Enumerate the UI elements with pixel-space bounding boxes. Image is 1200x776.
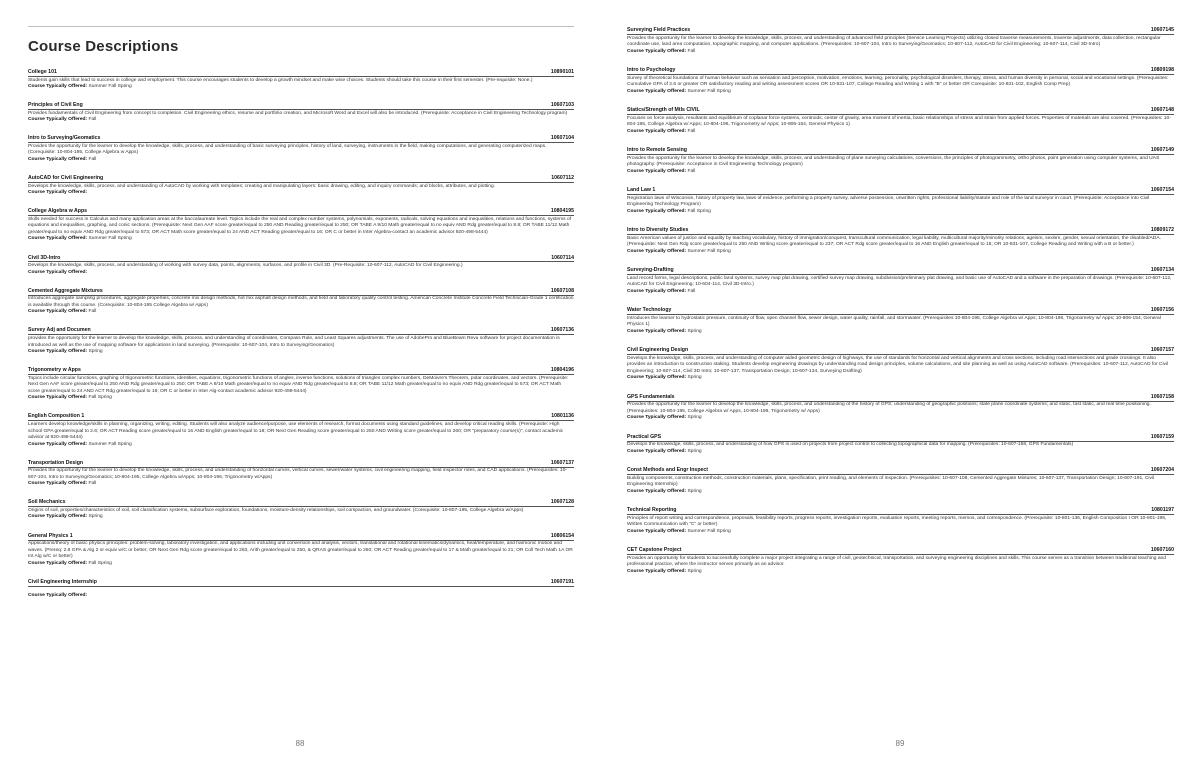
course-header: [627, 27, 1174, 35]
offered-terms: Fall: [88, 117, 97, 123]
course-title: Const Methods and Engr Inspect: [627, 467, 708, 474]
course-title: Civil 3D-Intro: [28, 254, 61, 261]
course-description: Origins of soil, properties/characteristics of soil, soil classification systems, subsurface exploration, foundations, moisture-density relationships, soil compaction, and groundwater. (Corequisite: 10-807-195, College Algebra w/Apps): [28, 507, 524, 513]
offered-label: Course Typically Offered:: [28, 190, 88, 196]
course-code: 10809198: [1150, 67, 1174, 74]
course-entry: [627, 147, 1174, 175]
course-entry: [627, 267, 1174, 295]
course-header: [28, 175, 574, 183]
course-description: Develops the knowledge, skills, process, and understanding of how GPS is used on projects from project control to collecting topographical data for mapping. (Prerequisites: 10-607-158, GPS Fundamentals): [627, 442, 1074, 448]
course-entry: [28, 255, 574, 277]
course-header: [28, 499, 574, 507]
offered-terms: Summer Fall Spring: [88, 441, 132, 447]
course-title: Civil Engineering Design: [627, 347, 689, 354]
offered-label: Course Typically Offered:: [627, 568, 687, 574]
course-entry: [28, 367, 574, 402]
offered-terms: Spring: [687, 375, 702, 381]
course-code: 10607191: [550, 578, 574, 585]
course-header: [627, 394, 1174, 402]
course-header: [28, 69, 574, 77]
course-header: [627, 547, 1174, 555]
offered-terms: Fall: [687, 168, 696, 174]
course-offered: [627, 249, 1174, 256]
page-number-right: 89: [895, 739, 905, 748]
course-description: Focuses on force analysis, resultants and equilibrium of coplanar force systems, centroids, center of gravity, area moment of inertia, basic relationships of stress and strain from applied forces. Properties of materials are also covered. (Prerequisites: 10-804-195, College Algebra w/ Apps; 10-804-196, Trigonometry w/ Apps; 10-806-154, General Physics 1): [627, 115, 1171, 128]
course-title: Water Technology: [627, 307, 672, 314]
offered-terms: Fall Spring: [88, 395, 112, 401]
course-entry: [28, 175, 574, 197]
course-title: General Physics 1: [28, 532, 73, 539]
course-offered: [627, 569, 1174, 576]
offered-terms: Summer Fall Spring: [687, 248, 731, 254]
course-header: [627, 507, 1174, 515]
course-header: [627, 347, 1174, 355]
course-offered: [28, 270, 574, 277]
course-offered: [28, 309, 574, 316]
course-entry: [627, 467, 1174, 495]
course-title: Intro to Surveying/Geomatics: [28, 135, 101, 142]
course-header: [627, 267, 1174, 275]
course-offered: [28, 84, 574, 91]
course-header: [28, 288, 574, 296]
offered-terms: Spring: [687, 488, 702, 494]
course-code: 10607114: [551, 254, 574, 261]
course-description: Basic American values of justice and equality by teaching vocabulary, history of immigration/conquest, transcultural communication, legal liability, multicultural majority/minority relations, ageism, sexism, gender, sexual orientation, the disabled/ADA. (Prerequisite: Next Gen Rdg score greater/equal to 250 AND Writing score greater/equal to 237; OR ACT Rdg score greater/equal to 16 AND English greater/equal to 15; OR 10-831-107, College Reading and Writing with a B or better.): [627, 235, 1161, 248]
course-offered: [28, 349, 574, 356]
course-offered: [627, 449, 1174, 456]
offered-label: Course Typically Offered:: [28, 441, 88, 447]
offered-label: Course Typically Offered:: [627, 415, 687, 421]
course-title: Practical GPS: [627, 433, 662, 440]
offered-label: Course Typically Offered:: [627, 528, 687, 534]
course-code: 10607157: [1150, 347, 1174, 354]
course-header: [627, 107, 1174, 115]
offered-label: Course Typically Offered:: [28, 349, 88, 355]
offered-label: Course Typically Offered:: [28, 117, 88, 123]
course-entry: [28, 135, 574, 163]
course-entry: [28, 499, 574, 521]
offered-label: Course Typically Offered:: [627, 168, 687, 174]
course-description: Applications/theory of basic physics principles: problem-solving, laboratory investigation, and applications including unit conversion and analysis, vectors, translational and rotational kinematics/dynamics, heat/temperature, and harmonic motion and waves. (Prereq: 2.6 GPA & Alg 2 or equiv w/C or better; OR Next Gen Rdg score greater/equal to 263, Arith greater/equal to 250, & QRAS greater/equal to 250; OR ACT Reading greater/equal to 17 & Math greater/equal to 21; OR Coll Tech Math 1A OR Int Alg w/C or better): [28, 541, 573, 560]
course-description: Provides the opportunity for the learner to develop the knowledge, skills, process, and understanding of advanced field principles (Service Learning Projects) utilizing closed traverse measurements, traverse adjustments, data collection, rectangular coordinate use, land area computation, topographic mapping, and computer applications. (Prerequisites: 10-607-104, Intro to Surveying/Geomatics; 10-607-112, AutoCAD for Civil Engineering; 10-607-114, Civil 3D-Intro): [627, 35, 1161, 48]
course-entry: [627, 434, 1174, 456]
page-number-left: 88: [295, 739, 305, 748]
course-entry: [627, 187, 1174, 215]
course-entry: [627, 547, 1174, 575]
course-code: 10607137: [550, 459, 574, 466]
offered-label: Course Typically Offered:: [627, 208, 687, 214]
course-title: Civil Engineering Internship: [28, 578, 97, 585]
course-code: 10804195: [550, 208, 574, 215]
course-code: 10607136: [550, 327, 574, 334]
offered-terms: Summer Fall Spring: [687, 528, 731, 534]
course-entry: [28, 208, 574, 243]
course-title: CET Capstone Project: [627, 547, 682, 554]
course-description: Registration laws of Wisconsin, history of property law, laws of evidence, performing a property survey, adverse possession, unwritten rights, professional liability/statute and role of the land surveyor in court. (Prerequisite: Acceptance into Civil Engineering Technology Program): [627, 195, 1150, 208]
course-description: Introduces the learner to hydrostatic pressure, continuity of flow, open channel flow, sewer design, water quality, rainfall, and stormwater. (Prerequisites 10-804-195, College Algebra w/ Apps; 10-804-196, Trigonometry w/ Apps; 10-806-154, General Physics 1): [627, 315, 1161, 328]
offered-label: Course Typically Offered:: [28, 84, 88, 90]
course-offered: [28, 236, 574, 243]
course-code: 10607204: [1150, 467, 1174, 474]
course-code: 10607158: [1150, 393, 1174, 400]
course-offered: [627, 169, 1174, 176]
course-title: Intro to Diversity Studies: [627, 227, 689, 234]
course-title: Technical Reporting: [627, 507, 677, 514]
course-code: 10607148: [1150, 107, 1174, 114]
offered-terms: Fall: [88, 481, 97, 487]
course-title: College Algebra w Apps: [28, 208, 87, 215]
course-offered: [28, 190, 574, 197]
course-header: [627, 187, 1174, 195]
offered-terms: Spring: [687, 415, 702, 421]
page-title: Course Descriptions: [28, 38, 179, 55]
course-offered: [28, 481, 574, 488]
top-rule: [28, 26, 574, 27]
course-title: Surveying Field Practices: [627, 27, 691, 33]
course-code: 10607156: [1150, 307, 1174, 314]
course-code: 10607103: [550, 102, 574, 109]
course-header: [28, 255, 574, 263]
course-code: 10607149: [1150, 147, 1174, 154]
course-description: Land record forms, legal descriptions, public land systems, survey map plat drawing, certified survey map drawing, subdivision/preliminary plat drawing, and basic use of AutoCAD and a software in the preparation of drawings. (Prerequisite: 10-607-112, AutoCAD for Civil Engineering; 10-604-114, Civil 3D-Intro.): [627, 275, 1172, 288]
course-code: 10607134: [1150, 267, 1174, 274]
course-code: 10607154: [1150, 187, 1174, 194]
course-code: 10801197: [1151, 507, 1174, 514]
offered-terms: Fall Spring: [88, 560, 112, 566]
offered-label: Course Typically Offered:: [627, 128, 687, 134]
course-entry: [28, 579, 574, 600]
course-offered: [28, 442, 574, 449]
offered-label: Course Typically Offered:: [28, 592, 88, 598]
course-description: Develops the knowledge, skills, process, and understanding of computer aided geometric design of highways, the use of standards for horizontal and vertical alignments and cross sections, including road intersections and grade crossings. It also provides an introduction to construction staking. Students develop engineering drawings by understanding road design principles, volume calculations, and site planning as well as using AutoCAD software. (Prerequisites: 10-607-112, AutoCAD for Civil Engineering; 10-607-114, Civil 3D Intro; 10-607-137, Transportation Design; 10-607-134, Surveying Drafting): [627, 355, 1169, 374]
offered-label: Course Typically Offered:: [28, 309, 88, 315]
course-offered: [28, 593, 574, 600]
course-code: 10607160: [1150, 547, 1174, 554]
course-entry: [627, 347, 1174, 382]
offered-label: Course Typically Offered:: [28, 157, 88, 163]
course-header: [28, 413, 574, 421]
course-offered: [627, 415, 1174, 422]
course-code: 10801136: [551, 413, 574, 420]
course-description: Provides the opportunity for the learner to develop the knowledge, skills, process, and understanding of the history of GPS; understanding of geographic positions; state plane coordinate systems; and static, fast static, and real time positioning. (Prerequisites: 10-804-195, College Algebra w/ Apps, 10-804-196, Trigonometry w/ Apps): [627, 402, 1151, 414]
course-offered: [627, 375, 1174, 382]
course-header: [627, 307, 1174, 315]
offered-terms: Fall: [687, 128, 696, 134]
course-code: 10607159: [1150, 433, 1174, 440]
course-entry: [627, 27, 1174, 55]
course-description: Skills needed for success in Calculus and many application areas at the baccalaureate level. Topics include the real and complex number systems, polynomials, exponents, radicals, solving equations and inequalities, relations and functions, systems of equations and inequalities, graphing, and conic sections. (Prerequisite: Next Gen AAF score greater/equal to 250 AND Reading greater/equal to 250; OR TABE A 9/10 Math greater/equal to no equiv AND Rdg greater/equal to 8.8; OR TABE 11/12 Math greater/equal to no equiv AND Rdg greater/equal to 573; OR ACT Math score greater/equal to 24 AND ACT Reading greater/equal to 16; OR C or better in Inter Algebra-contact an academic advisor 920-498-5444): [28, 216, 572, 235]
course-entry: [28, 327, 574, 355]
course-offered: [627, 209, 1174, 216]
course-entry: [28, 533, 574, 568]
course-code: 10804196: [550, 367, 574, 374]
course-code: 10607145: [1150, 27, 1174, 33]
course-header: [28, 102, 574, 110]
course-header: [28, 367, 574, 375]
course-title: Intro to Remote Sensing: [627, 147, 687, 154]
offered-label: Course Typically Offered:: [627, 288, 687, 294]
offered-label: Course Typically Offered:: [28, 236, 88, 242]
course-title: Statics/Strength of Mtls CIVIL: [627, 107, 700, 114]
course-description: Develops the knowledge, skills, process, and understanding of working with survey data, points, alignments, surfaces, and profile in Civil 3D. (Pre-Requisite: 10-607-112, AutoCAD for Civil Engineering.): [28, 263, 463, 269]
course-offered: [627, 489, 1174, 496]
course-title: Surveying-Drafting: [627, 267, 674, 274]
course-offered: [28, 117, 574, 124]
course-entry: [28, 102, 574, 124]
course-code: 10607108: [550, 287, 574, 294]
course-offered: [28, 514, 574, 521]
offered-terms: Spring: [687, 448, 702, 454]
course-description: Building components, construction methods, construction materials, plans, specification, print reading, and elements of inspection. (Prerequisites: 10-607-108, Cemented Aggregate Mixtures; 10-607-137, Transportation Design; 10-607-191, Civil Engineering Internship): [627, 475, 1155, 488]
course-title: College 101: [28, 69, 57, 75]
offered-label: Course Typically Offered:: [627, 375, 687, 381]
course-header: [627, 67, 1174, 75]
course-code: 10809172: [1150, 227, 1174, 234]
offered-terms: Spring: [687, 328, 702, 334]
course-header: [627, 147, 1174, 155]
course-header: [28, 208, 574, 216]
course-description: provides the opportunity for the learner to develop the knowledge, skills, process, and understanding of coordinates, Compass Rule, and Least Squares adjustments. The use of AdobePro and BlueBeam Revu software for project documentation is introduced as well as the use of mapping software for applications in land surveying. (Prerequisite: 10-607-104, Intro to Surveying/Geomatics): [28, 335, 560, 348]
course-title: Intro to Psychology: [627, 67, 676, 74]
offered-terms: Spring: [687, 568, 702, 574]
course-title: Land Law 1: [627, 187, 656, 194]
offered-label: Course Typically Offered:: [28, 269, 88, 275]
course-offered: [627, 329, 1174, 336]
offered-terms: Fall: [687, 48, 696, 54]
course-code: 10890101: [550, 69, 574, 75]
offered-label: Course Typically Offered:: [627, 48, 687, 54]
course-description: Topics include circular functions, graphing of trigonometric functions, identities, equations, trigonometric functions of angles, inverse functions, solutions of triangles complex numbers, DeMoivre's Theorem, polar coordinates, and vectors. (Prerequisite: Next Gen AAF score greater/equal to 250 AND Rdg greater/equal to 250; OR TABE A 9/10 Math greater/equal to no equiv AND Rdg greater/equal to 8.8; OR TABE 11/12 Math greater/equal to no equiv AND Rdg greater/equal to 573; OR ACT Math score greater/equal to 24 AND ACT Rdg greater/equal to 16; OR C or better in Inter Alg-contact academic advisor 920-498-5444): [28, 375, 569, 394]
offered-terms: Fall: [687, 288, 696, 294]
offered-terms: Summer Fall Spring: [687, 88, 731, 94]
offered-label: Course Typically Offered:: [627, 448, 687, 454]
course-list-right: [627, 27, 1174, 575]
course-entry: [28, 413, 574, 448]
course-offered: [627, 129, 1174, 136]
course-offered: [627, 529, 1174, 536]
course-offered: [28, 561, 574, 568]
course-entry: [627, 394, 1174, 422]
course-description: Provides fundamentals of Civil Engineering from concept to completion. Civil Engineering ethics, resume and portfolio creation, and Microsoft Word and Excel will also be introduced. (Prerequisite: Acceptance in Civil Engineering Technology program): [28, 110, 568, 116]
course-header: [28, 579, 574, 587]
course-offered: [627, 289, 1174, 296]
course-code: 10607112: [551, 175, 574, 182]
course-entry: [28, 288, 574, 316]
right-page: [600, 0, 1200, 776]
course-description: Develops the knowledge, skills, process, and understanding of AutoCAD by working with templates; creating and manipulating layers; basic drawing, editing, and inquiry commands; and blocks, attributes, and plotting.: [28, 183, 496, 189]
course-description: Provides the opportunity for the learner to develop the knowledge, skills, process, and understanding of plane surveying calculations, conversions, the principles of photogrammetry, ortho photos, point generation using computer systems, and UAS photography. (Prerequisite: Acceptance in Civil Engineering Technology program): [627, 155, 1160, 168]
offered-label: Course Typically Offered:: [627, 488, 687, 494]
course-description: Learners develop knowledge/skills in planning, organizing, writing, editing. Students will also analyze audience/purpose, use elements of research, format documents using standard guidelines, and develop critical reading skills. (Prerequisite: High school GPA greater/equal to 2.6; OR ACT Reading score greater/equal to 16 AND English greater/equal to 18; OR Next Gen Reading score greater/equal to 250 AND Writing score greater/equal to 260; OR "preparatory course(s)", contact academic advisor at 920-498-5444): [28, 421, 564, 441]
course-title: AutoCAD for Civil Engineering: [28, 175, 104, 182]
course-header: [28, 327, 574, 335]
course-title: Principles of Civil Eng: [28, 102, 83, 109]
offered-terms: Summer Fall Spring: [88, 84, 132, 90]
offered-label: Course Typically Offered:: [627, 248, 687, 254]
course-code: 10607128: [550, 499, 574, 506]
course-header: [28, 135, 574, 143]
offered-label: Course Typically Offered:: [28, 560, 88, 566]
offered-terms: Fall Spring: [687, 208, 711, 214]
course-code: 10806154: [550, 532, 574, 539]
course-title: GPS Fundamentals: [627, 393, 675, 400]
course-entry: [627, 507, 1174, 535]
course-title: Soil Mechanics: [28, 499, 66, 506]
course-entry: [627, 67, 1174, 95]
course-description: Principles of report writing and correspondence, proposals, feasibility reports, progress reports, investigation reports, evaluation reports, meeting reports, memos, and correspondence. (Prerequisite: 10-801-136, English Composition I OR 10-801-195, Written Communication with "C" or better): [627, 515, 1167, 528]
course-offered: [28, 157, 574, 164]
offered-terms: Spring: [88, 349, 103, 355]
offered-terms: Summer Fall Spring: [88, 236, 132, 242]
course-offered: [28, 395, 574, 402]
course-description: Introduces aggregate sampling procedures, aggregate properties, concrete mix design methods, hot mix asphalt design methods, and field and laboratory quality control testing. American Concrete Institute Concrete Field Technician-Grade 1 certification is available through this course. (Corequisite: 10-804-195 College Algebra w/ Apps): [28, 296, 574, 308]
course-title: Transportation Design: [28, 459, 84, 466]
course-description: Survey of theoretical foundations of human behavior such as sensation and perception, motivation, emotions, learning, personality, psychological disorders, therapy, stress, and human diversity in personal, social and vocational settings. (Prerequisites: Cumulative GPA of 2.6 or greater OR satisfactory reading and writing assessment scores OR 10-831-107, College Reading and Writing 1 with "B" or better OR Corequisite: 10-831-102, English Comp Prep): [627, 75, 1169, 88]
course-title: Survey Adj and Documen: [28, 327, 91, 334]
course-header: [627, 227, 1174, 235]
course-code: 10607104: [550, 135, 574, 142]
course-entry: [627, 107, 1174, 135]
course-description: Provides the opportunity for the learner to develop the knowledge, skills, process, and understanding of basic surveying principles, history of land, surveying, instruments in the field, making computations, and generating computerized maps. (Corequisite: 10-804-195, College Algebra w Apps): [28, 143, 547, 156]
course-entry: [627, 307, 1174, 335]
offered-terms: Fall: [88, 309, 97, 315]
offered-terms: Spring: [88, 514, 103, 520]
offered-label: Course Typically Offered:: [28, 395, 88, 401]
course-entry: [627, 227, 1174, 255]
course-offered: [627, 89, 1174, 96]
course-description: Provides an opportunity for students to successfully complete a major project integrating a range of civil, geotechnical, transportation, and surveying engineering disciplines and skills. This course serves as a transition between traditional teaching and professional practice, where the instructor serves primarily as an advisor.: [627, 555, 1166, 568]
course-entry: [28, 69, 574, 91]
offered-terms: Fall: [88, 157, 97, 163]
course-header: [28, 460, 574, 468]
course-title: Trigonometry w Apps: [28, 367, 81, 374]
course-header: [627, 434, 1174, 442]
offered-label: Course Typically Offered:: [627, 88, 687, 94]
course-list-left: [28, 69, 574, 599]
course-title: English Composition 1: [28, 413, 85, 420]
course-description: Students gain skills that lead to success in college and employment. This course encourages students to develop a growth mindset and make wise choices. Students should take this course in their first semester. (Pre-requisite: None.): [28, 77, 533, 83]
course-header: [627, 467, 1174, 475]
course-description: Provides the opportunity for the learner to develop the knowledge, skills, process, and understanding of horizontal curves, vertical curves, sewer/water systems, civil engineering mapping, field inspector roles, and CAD applications. (Prerequisites: 10-607-104, Intro to Surveying/Geomatics; 10-804-195, College Algebra w/Apps; 10-804-196, Trigonometry w/Apps): [28, 468, 568, 480]
offered-label: Course Typically Offered:: [28, 481, 88, 487]
course-title: Cemented Aggregate Mixtures: [28, 287, 103, 294]
course-offered: [627, 49, 1174, 56]
course-entry: [28, 460, 574, 488]
offered-label: Course Typically Offered:: [28, 514, 88, 520]
course-header: [28, 533, 574, 541]
offered-label: Course Typically Offered:: [627, 328, 687, 334]
